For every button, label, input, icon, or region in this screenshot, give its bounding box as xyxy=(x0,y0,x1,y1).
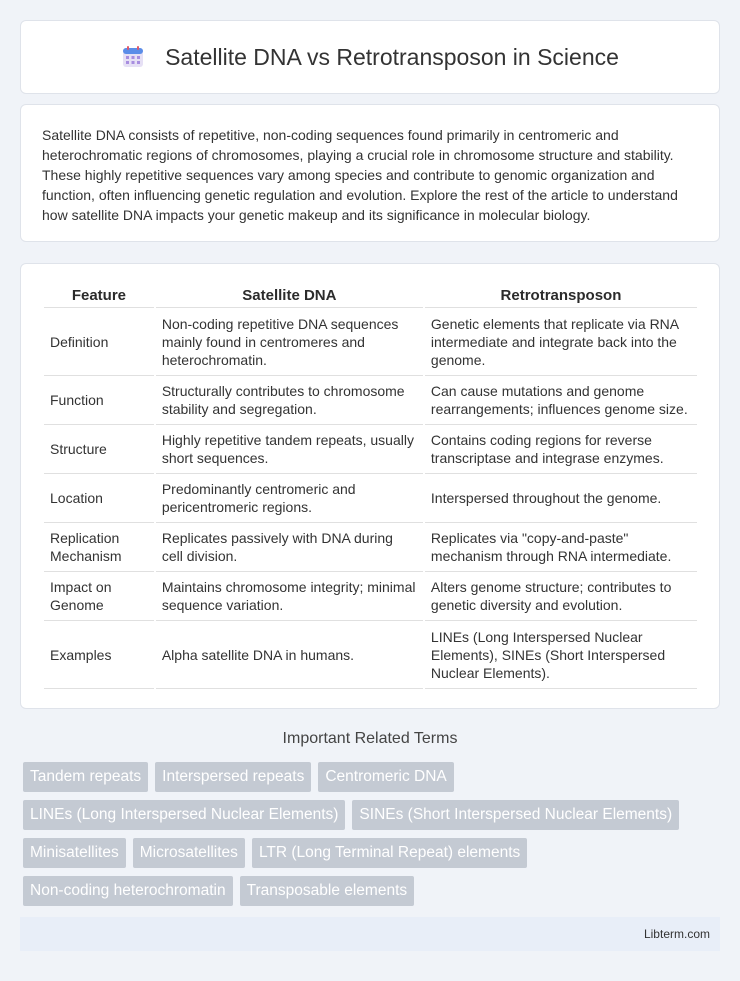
retrotransposon-cell: Interspersed throughout the genome. xyxy=(425,474,697,523)
tag-lines[interactable]: LINEs (Long Interspersed Nuclear Elements) xyxy=(23,800,345,830)
feature-cell: Replication Mechanism xyxy=(44,523,154,572)
tag-tandem-repeats[interactable]: Tandem repeats xyxy=(23,762,148,792)
tag-ltr-elements[interactable]: LTR (Long Terminal Repeat) elements xyxy=(252,838,527,868)
tag-interspersed-repeats[interactable]: Interspersed repeats xyxy=(155,762,311,792)
table-row xyxy=(44,523,697,572)
page-title: Satellite DNA vs Retrotransposon in Science xyxy=(165,43,619,70)
table-row xyxy=(44,474,697,523)
retrotransposon-cell: Can cause mutations and genome rearrangements; influences genome size. xyxy=(425,376,697,425)
related-terms-title: Important Related Terms xyxy=(282,730,458,747)
footer xyxy=(20,917,720,951)
satellite-cell: Predominantly centromeric and pericentromeric regions. xyxy=(156,474,423,523)
table-header-row xyxy=(44,284,697,308)
tag-minisatellites[interactable]: Minisatellites xyxy=(23,838,126,868)
feature-cell: Structure xyxy=(44,425,154,474)
related-terms-list xyxy=(23,762,717,914)
calendar-icon xyxy=(121,45,145,69)
table-row xyxy=(44,308,697,376)
retrotransposon-cell: LINEs (Long Interspersed Nuclear Elements), SINEs (Short Interspersed Nuclear Elements). xyxy=(425,621,697,689)
satellite-cell: Structurally contributes to chromosome stability and segregation. xyxy=(156,376,423,425)
intro-card xyxy=(20,104,720,242)
tag-non-coding-heterochromatin[interactable]: Non-coding heterochromatin xyxy=(23,876,233,906)
satellite-cell: Alpha satellite DNA in humans. xyxy=(156,621,423,689)
header-satellite-dna: Satellite DNA xyxy=(156,284,423,308)
feature-cell: Location xyxy=(44,474,154,523)
table-row xyxy=(44,425,697,474)
retrotransposon-cell: Genetic elements that replicate via RNA intermediate and integrate back into the genome. xyxy=(425,308,697,376)
table-row xyxy=(44,572,697,621)
tag-microsatellites[interactable]: Microsatellites xyxy=(133,838,245,868)
satellite-cell: Highly repetitive tandem repeats, usually short sequences. xyxy=(156,425,423,474)
tag-row xyxy=(23,800,717,830)
intro-paragraph: Satellite DNA consists of repetitive, non-coding sequences found primarily in centromeric and heterochromatic regions of chromosomes, playing a crucial role in chromosome structure and stability. These highly repetitive sequences vary among species and contribute to genomic organization and function, often influencing genetic regulation and evolution. Explore the rest of the article to understand how satellite DNA impacts your genetic makeup and its significance in molecular biology. xyxy=(42,127,678,223)
feature-cell: Definition xyxy=(44,308,154,376)
feature-cell: Impact on Genome xyxy=(44,572,154,621)
table-row xyxy=(44,376,697,425)
tag-centromeric-dna[interactable]: Centromeric DNA xyxy=(318,762,453,792)
feature-cell: Examples xyxy=(44,621,154,689)
retrotransposon-cell: Replicates via "copy-and-paste" mechanism through RNA intermediate. xyxy=(425,523,697,572)
retrotransposon-cell: Contains coding regions for reverse transcriptase and integrase enzymes. xyxy=(425,425,697,474)
tag-transposable-elements[interactable]: Transposable elements xyxy=(240,876,415,906)
header-feature: Feature xyxy=(44,284,154,308)
tag-row xyxy=(23,762,717,792)
footer-site-link[interactable]: Libterm.com xyxy=(643,927,710,941)
feature-cell: Function xyxy=(44,376,154,425)
title-card xyxy=(20,20,720,94)
tag-row xyxy=(23,838,717,868)
tag-row xyxy=(23,876,717,906)
comparison-table xyxy=(42,284,699,689)
satellite-cell: Maintains chromosome integrity; minimal sequence variation. xyxy=(156,572,423,621)
satellite-cell: Replicates passively with DNA during cell division. xyxy=(156,523,423,572)
satellite-cell: Non-coding repetitive DNA sequences mainly found in centromeres and heterochromatin. xyxy=(156,308,423,376)
retrotransposon-cell: Alters genome structure; contributes to genetic diversity and evolution. xyxy=(425,572,697,621)
tag-sines[interactable]: SINEs (Short Interspersed Nuclear Elements) xyxy=(352,800,679,830)
table-row xyxy=(44,621,697,689)
header-retrotransposon: Retrotransposon xyxy=(425,284,697,308)
comparison-card xyxy=(20,263,720,709)
